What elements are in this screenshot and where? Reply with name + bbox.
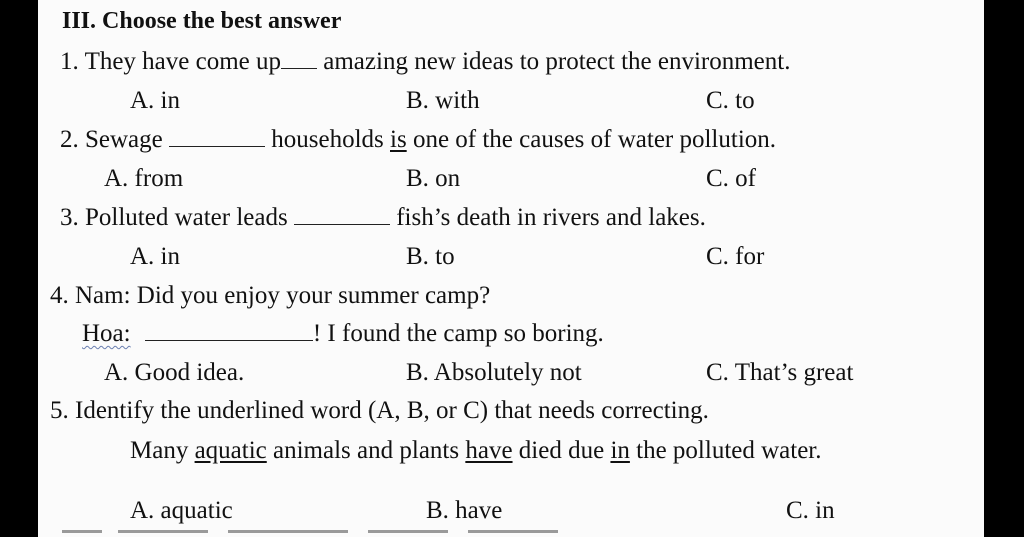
dialogue-after: ! I found the camp so boring.: [312, 320, 604, 347]
question-number: 4.: [50, 282, 69, 309]
sentence-text: died due: [512, 437, 611, 464]
question-number: 1.: [60, 48, 79, 75]
question-stem-after: one of the causes of water pollution.: [406, 126, 777, 153]
question-instruction: Identify the underlined word (A, B, or C) that needs correcting.: [75, 397, 709, 424]
question-number: 3.: [60, 204, 79, 231]
worksheet-page: [38, 0, 984, 537]
answer-blank: [169, 124, 265, 147]
cut-off-next-line: [38, 530, 984, 537]
sentence-text: animals and plants: [266, 437, 466, 464]
question-number: 2.: [60, 126, 79, 153]
dialogue-line-2: [82, 318, 604, 349]
option-b: B. to: [406, 243, 455, 270]
answer-blank: [294, 202, 390, 225]
question-1: [60, 46, 790, 77]
option-c: C. of: [706, 165, 756, 192]
question-number: 5.: [50, 397, 69, 424]
option-b: B. with: [406, 87, 480, 114]
underlined-word-c: in: [610, 437, 630, 464]
option-c: C. in: [786, 497, 835, 524]
question-3: [60, 202, 706, 233]
option-a: A. in: [130, 87, 180, 114]
option-a: A. aquatic: [130, 497, 233, 524]
option-b: B. have: [426, 497, 503, 524]
question-4: [50, 281, 490, 311]
answer-blank: [281, 46, 317, 69]
option-a: A. in: [130, 243, 180, 270]
question-2: [60, 124, 776, 155]
error-sentence: [130, 436, 822, 466]
sentence-text: the polluted water.: [629, 437, 822, 464]
answer-blank: [145, 318, 313, 341]
underlined-word-a: aquatic: [194, 437, 267, 464]
dialogue-line-1: Nam: Did you enjoy your summer camp?: [75, 282, 491, 309]
question-5: [50, 396, 709, 426]
option-c: C. That’s great: [706, 359, 854, 386]
option-c: C. for: [706, 243, 765, 270]
question-stem-before: They have come up: [84, 48, 282, 75]
option-a: A. from: [104, 165, 184, 192]
option-b: B. on: [406, 165, 461, 192]
question-stem-before: Polluted water leads: [85, 204, 288, 231]
question-stem-after: amazing new ideas to protect the environment.: [323, 48, 791, 75]
question-stem-before: Sewage: [85, 126, 163, 153]
option-b: B. Absolutely not: [406, 359, 582, 386]
option-a: A. Good idea.: [104, 359, 245, 386]
underlined-word-b: have: [465, 437, 513, 464]
question-stem-after: households: [271, 126, 390, 153]
section-title: III. Choose the best answer: [62, 8, 342, 34]
speaker-name: Hoa:: [82, 320, 131, 347]
sentence-text: Many: [130, 437, 195, 464]
underlined-word: is: [390, 126, 407, 153]
question-stem-after: fish’s death in rivers and lakes.: [396, 204, 706, 231]
option-c: C. to: [706, 87, 755, 114]
